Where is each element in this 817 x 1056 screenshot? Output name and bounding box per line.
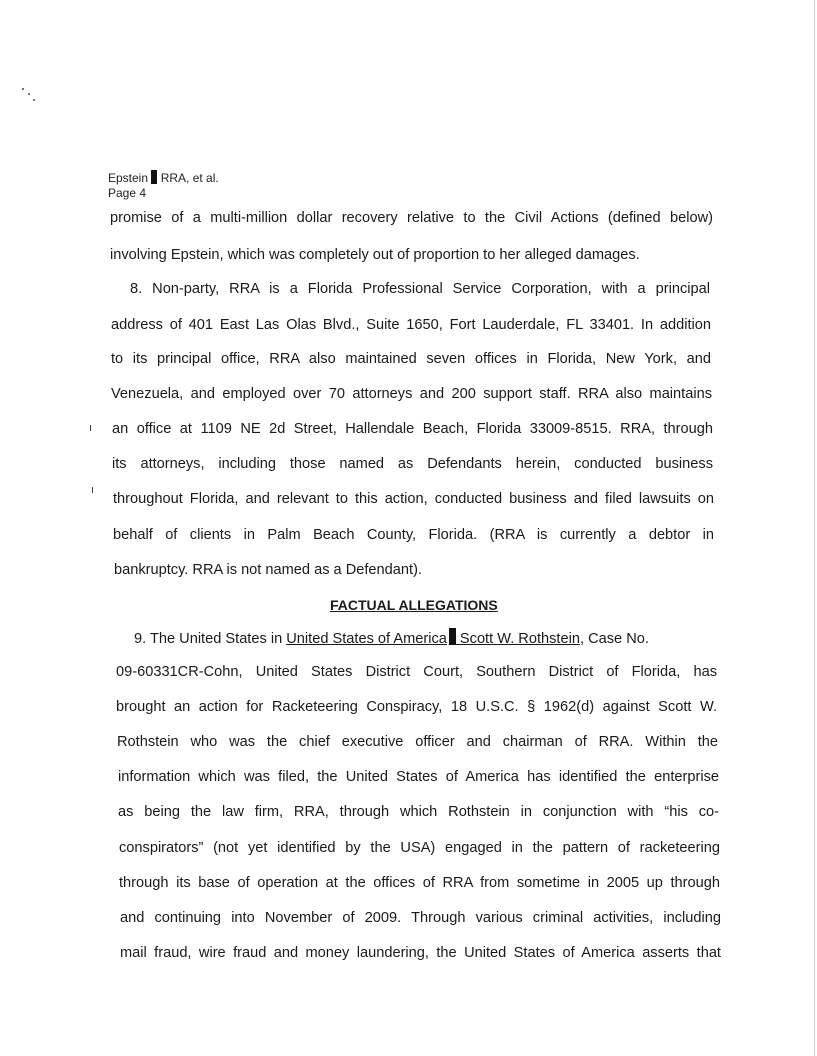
body-line: mail fraud, wire fraud and money laundering, the United States of America asserts that	[120, 945, 721, 961]
body-line: behalf of clients in Palm Beach County, Florida. (RRA is currently a debtor in	[113, 527, 714, 543]
scan-speck	[33, 99, 35, 101]
page-edge-line	[814, 0, 815, 1056]
scan-speck	[22, 88, 24, 90]
case-name-part2: Scott W. Rothstein	[455, 631, 580, 647]
body-line: and continuing into November of 2009. Through various criminal activities, including	[120, 910, 721, 926]
body-line: brought an action for Racketeering Conspiracy, 18 U.S.C. § 1962(d) against Scott W.	[116, 699, 717, 715]
scan-speck	[28, 93, 30, 95]
body-line: throughout Florida, and relevant to this action, conducted business and filed lawsuits on	[113, 491, 714, 507]
body-line: Rothstein who was the chief executive officer and chairman of RRA. Within the	[117, 734, 718, 750]
body-line: conspirators” (not yet identified by the USA) engaged in the pattern of racketeering	[119, 840, 720, 856]
case-caption-suffix: RRA, et al.	[157, 171, 219, 185]
body-line: to its principal office, RRA also maintained seven offices in Florida, New York, and	[111, 351, 711, 367]
paragraph-9-lead: 9. The United States in	[134, 631, 287, 647]
body-line: address of 401 East Las Olas Blvd., Suite 1650, Fort Lauderdale, FL 33401. In addition	[111, 317, 711, 333]
body-line: through its base of operation at the offices of RRA from sometime in 2005 up through	[119, 875, 720, 891]
case-caption-prefix: Epstein	[108, 171, 152, 185]
paragraph-9-trail: , Case No.	[579, 631, 649, 647]
body-line: 09-60331CR-Cohn, United States District Court, Southern District of Florida, has	[116, 664, 717, 680]
paragraph-8-start: 8. Non-party, RRA is a Florida Professional Service Corporation, with a principal	[130, 281, 710, 297]
case-caption	[108, 170, 219, 186]
body-line: promise of a multi-million dollar recovery relative to the Civil Actions (defined below)	[110, 210, 713, 226]
page-number: Page 4	[108, 186, 147, 200]
body-line: its attorneys, including those named as Defendants herein, conducted business	[112, 456, 713, 472]
page-header	[108, 170, 219, 201]
section-heading: FACTUAL ALLEGATIONS	[330, 597, 498, 613]
scan-speck	[90, 425, 91, 431]
scan-speck	[92, 487, 93, 493]
body-line: as being the law firm, RRA, through which Rothstein in conjunction with “his co-	[118, 804, 719, 820]
body-line: information which was filed, the United States of America has identified the enterprise	[118, 769, 719, 785]
body-line: involving Epstein, which was completely out of proportion to her alleged damages.	[110, 247, 640, 263]
redaction-mark	[449, 628, 456, 645]
case-name-part1: United States of America	[286, 631, 447, 647]
body-line: bankruptcy. RRA is not named as a Defendant).	[114, 562, 422, 578]
body-line: an office at 1109 NE 2d Street, Hallendale Beach, Florida 33009-8515. RRA, through	[112, 421, 713, 437]
body-line: Venezuela, and employed over 70 attorneys and 200 support staff. RRA also maintains	[111, 386, 712, 402]
paragraph-9-start	[134, 628, 649, 647]
